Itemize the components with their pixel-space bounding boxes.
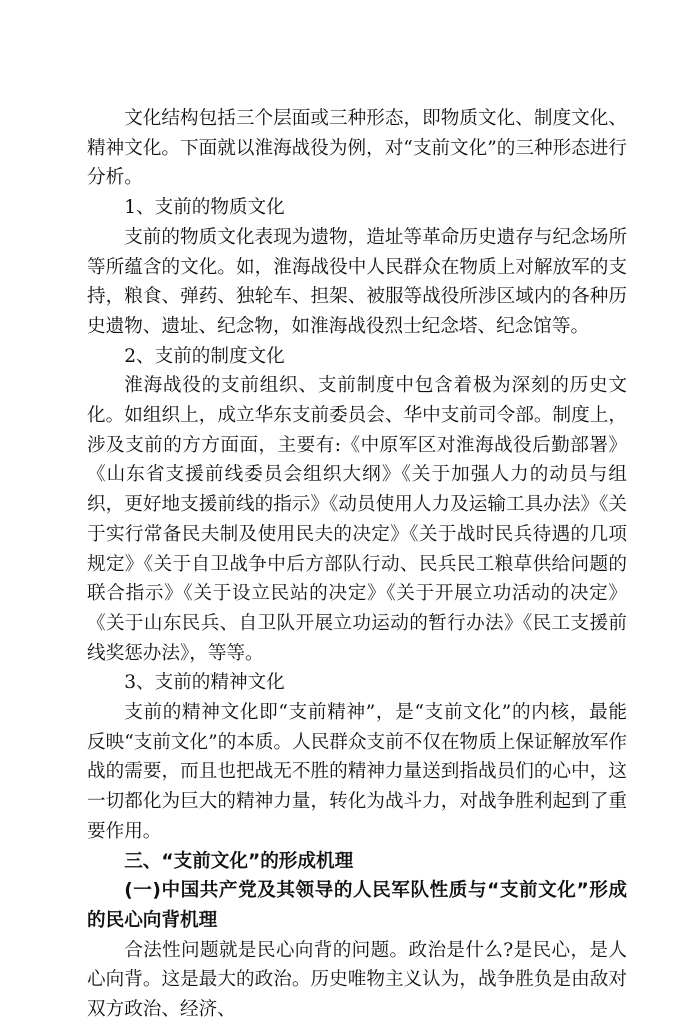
paragraph-culture-structure: 文化结构包括三个层面或三种形态，即物质文化、制度文化、精神文化。下面就以淮海战役为例，对“支前文化”的三种形态进行分析。 xyxy=(87,108,627,189)
section-heading-institutional-culture: 2、支前的制度文化 xyxy=(124,345,285,367)
paragraph-spiritual-culture: 支前的精神文化即“支前精神”，是“支前文化”的内核，最能反映“支前文化”的本质。人民群众支前不仅在物质上保证解放军作战的需要，而且也把战无不胜的精神力量送到指战员们的心中，这一切都化为巨大的精神力量，转化为战斗力，对战争胜利起到了重要作用。 xyxy=(87,702,627,842)
paragraph-material-culture: 支前的物质文化表现为遗物，造址等革命历史遗存与纪念场所等所蕴含的文化。如，淮海战役中人民群众在物质上对解放军的支持，粮食、弹药、独轮车、担架、被服等战役所涉区域内的各种历史遗物、遗址、纪念物，如淮海战役烈士纪念塔、纪念馆等。 xyxy=(87,226,627,337)
section-heading-material-culture: 1、支前的物质文化 xyxy=(124,197,285,219)
paragraph-legitimacy: 合法性问题就是民心向背的问题。政治是什么?是民心，是人心向背。这是最大的政治。历史唯物主义认为，战争胜负是由敌对双方政治、经济、 xyxy=(87,939,627,1021)
document-body xyxy=(87,104,627,1025)
subsection-heading-popular-support: (一)中国共产党及其领导的人民军队性质与“支前文化”形成的民心向背机理 xyxy=(87,880,627,931)
chapter-heading-formation-mechanism: 三、“支前文化”的形成机理 xyxy=(124,850,354,872)
paragraph-institutional-culture: 淮海战役的支前组织、支前制度中包含着极为深刻的历史文化。如组织上，成立华东支前委员会、华中支前司令部。制度上，涉及支前的方方面面，主要有:《中原军区对淮海战役后勤部署》《山东省支援前线委员会组织大纲》《关于加强人力的动员与组织，更好地支援前线的指示》《动员使用人力及运输工具办法》《关于实行常备民夫制及使用民夫的决定》《关于战时民兵待遇的几项规定》《关于自卫战争中后方部队行动、民兵民工粮草供给问题的联合指示》《关于设立民站的决定》《关于开展立功活动的决定》《关于山东民兵、自卫队开展立功运动的暂行办法》《民工支援前线奖惩办法》，等等。 xyxy=(87,375,627,664)
section-heading-spiritual-culture: 3、支前的精神文化 xyxy=(124,672,285,694)
